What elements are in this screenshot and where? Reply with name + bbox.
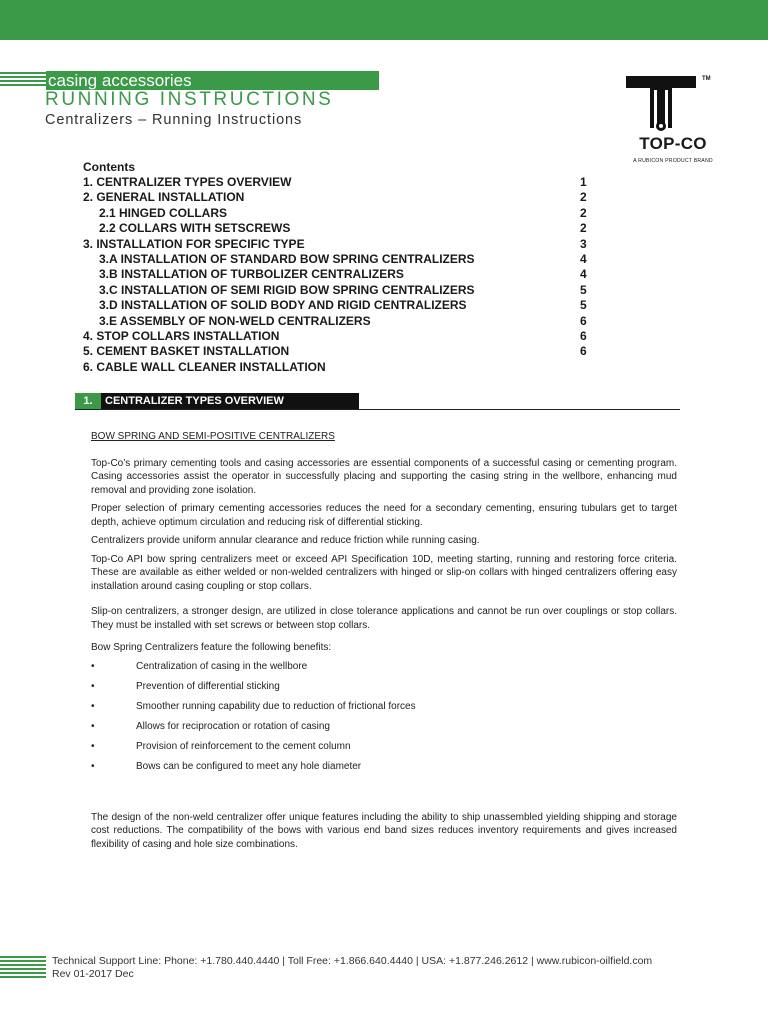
toc-entry[interactable] (83, 283, 593, 298)
section-number: 1. (75, 393, 101, 410)
toc-entry-label: 1. CENTRALIZER TYPES OVERVIEW (83, 175, 292, 189)
benefit-text: Allows for reciprocation or rotation of casing (136, 720, 330, 732)
topco-logo-mark-icon (626, 76, 702, 132)
body-paragraph: Top-Co API bow spring centralizers meet or exceed API Specification 10D, meeting starting, running and restoring force criteria. These are available as either welded or non-welded centralizers with hinged or slip-on collars with hinged centralizers offering easy installation around casing coupling or stop collars. (91, 553, 677, 592)
benefit-text: Provision of reinforcement to the cement column (136, 740, 351, 752)
toc-entry-page: 2 (580, 221, 587, 236)
toc-entry[interactable] (83, 267, 593, 282)
body-paragraph: Slip-on centralizers, a stronger design, are utilized in close tolerance applications and cannot be run over couplings or stop collars. They must be installed with set screws or between stop collars. (91, 606, 677, 631)
category-label: casing accessories (46, 71, 379, 90)
bullet-glyph: • (91, 760, 95, 772)
toc-entry-page: 1 (580, 175, 587, 189)
benefit-list-item (91, 740, 677, 760)
section-heading-bar (75, 393, 359, 410)
toc-entry-label: 3. INSTALLATION FOR SPECIFIC TYPE (83, 236, 305, 251)
benefit-text: Centralization of casing in the wellbore (136, 660, 308, 672)
toc-entry-page: 6 (580, 313, 587, 328)
toc-entry[interactable] (83, 314, 593, 329)
toc-entry[interactable] (83, 190, 593, 205)
section-body (91, 430, 677, 851)
section-subheading: BOW SPRING AND SEMI-POSITIVE CENTRALIZERS (91, 431, 335, 442)
logo-tagline: A RUBICON PRODUCT BRAND (633, 158, 713, 164)
closing-paragraph: The design of the non-weld centralizer offer unique features including the ability to ship unassembled yielding shipping and storage cost reductions. The compatibility of the bows with various end band sizes reduces inventory requirements and gives increased flexibility of casing and hole size combinations. (91, 811, 677, 850)
benefits-intro: Bow Spring Centralizers feature the following benefits: (91, 642, 332, 653)
header-stripes (0, 72, 46, 88)
benefit-list-item (91, 720, 677, 740)
toc-entry[interactable] (83, 175, 593, 190)
toc-entry-label: 3.D INSTALLATION OF SOLID BODY AND RIGID CENTRALIZERS (99, 298, 467, 313)
toc-entry-label: 2.1 HINGED COLLARS (99, 205, 228, 220)
logo-brand-name: TOP-CO (639, 134, 707, 153)
toc-entry-page: 6 (580, 328, 587, 343)
benefit-list-item (91, 760, 677, 780)
benefit-text: Prevention of differential sticking (136, 680, 280, 692)
toc-entry-label: 3.C INSTALLATION OF SEMI RIGID BOW SPRING CENTRALIZERS (99, 282, 475, 297)
toc-entry-label: 5. CEMENT BASKET INSTALLATION (83, 344, 290, 359)
toc-entry-page: 6 (580, 344, 587, 359)
table-of-contents (83, 160, 593, 375)
toc-entry-label: 6. CABLE WALL CLEANER INSTALLATION (83, 359, 326, 374)
support-line: Technical Support Line: Phone: +1.780.440.4440 | Toll Free: +1.866.640.4440 | USA: +1.877.246.2612 | www.rubicon-oilfield.com (52, 955, 653, 967)
benefit-text: Smoother running capability due to reduction of frictional forces (136, 700, 416, 712)
toc-entry-page: 4 (580, 251, 587, 266)
toc-entry-page: 3 (580, 236, 587, 251)
toc-entry[interactable] (83, 221, 593, 236)
toc-entry[interactable] (83, 206, 593, 221)
toc-entry-page: 2 (580, 205, 587, 220)
document-subtitle: Centralizers – Running Instructions (45, 112, 303, 128)
section-divider (75, 409, 680, 410)
body-paragraph: Proper selection of primary cementing accessories reduces the need for a secondary cementing, ensuring tubulars get to target depth, achieve optimum circulation and reducing risk of differential sticking. (91, 503, 677, 528)
toc-entry-page: 5 (580, 298, 587, 313)
contents-heading: Contents (83, 160, 135, 174)
body-paragraph: Top-Co’s primary cementing tools and casing accessories are essential components of a successful casing or cementing program. Casing accessories assist the operator in successfully placing and supporting the casing string in the wellbore, enhancing mud removal and providing zone isolation. (91, 457, 677, 496)
document-title: RUNNING INSTRUCTIONS (45, 89, 334, 110)
toc-entry[interactable] (83, 237, 593, 252)
body-paragraph: Centralizers provide uniform annular clearance and reduce friction while running casing. (91, 535, 480, 546)
toc-entry[interactable] (83, 298, 593, 313)
toc-entry-page: 4 (580, 267, 587, 282)
toc-entry-page: 2 (580, 190, 587, 205)
toc-entry-label: 2.2 COLLARS WITH SETSCREWS (99, 221, 291, 236)
toc-entry[interactable] (83, 344, 593, 359)
benefit-list-item (91, 680, 677, 700)
bullet-glyph: • (91, 740, 95, 752)
toc-entry[interactable] (83, 360, 593, 375)
toc-entry-label: 3.E ASSEMBLY OF NON-WELD CENTRALIZERS (99, 313, 371, 328)
toc-entry-label: 3.B INSTALLATION OF TURBOLIZER CENTRALIZERS (99, 267, 404, 282)
page-footer (52, 955, 652, 981)
toc-entry-page: 5 (580, 282, 587, 297)
toc-entry-label: 2. GENERAL INSTALLATION (83, 190, 245, 205)
section-title: CENTRALIZER TYPES OVERVIEW (105, 395, 284, 407)
toc-entry[interactable] (83, 252, 593, 267)
top-brand-band (0, 0, 768, 40)
benefit-list-item (91, 700, 677, 720)
trademark-mark: TM (702, 76, 711, 82)
toc-entry-label: 3.A INSTALLATION OF STANDARD BOW SPRING CENTRALIZERS (99, 251, 475, 266)
revision-label: Rev 01-2017 Dec (52, 968, 134, 980)
bullet-glyph: • (91, 680, 95, 692)
topco-logo (626, 76, 724, 168)
benefit-list-item (91, 660, 677, 680)
bullet-glyph: • (91, 660, 95, 672)
footer-stripes (0, 956, 46, 980)
toc-entry[interactable] (83, 329, 593, 344)
benefit-text: Bows can be configured to meet any hole diameter (136, 760, 362, 772)
bullet-glyph: • (91, 720, 95, 732)
bullet-glyph: • (91, 700, 95, 712)
toc-entry-label: 4. STOP COLLARS INSTALLATION (83, 328, 280, 343)
